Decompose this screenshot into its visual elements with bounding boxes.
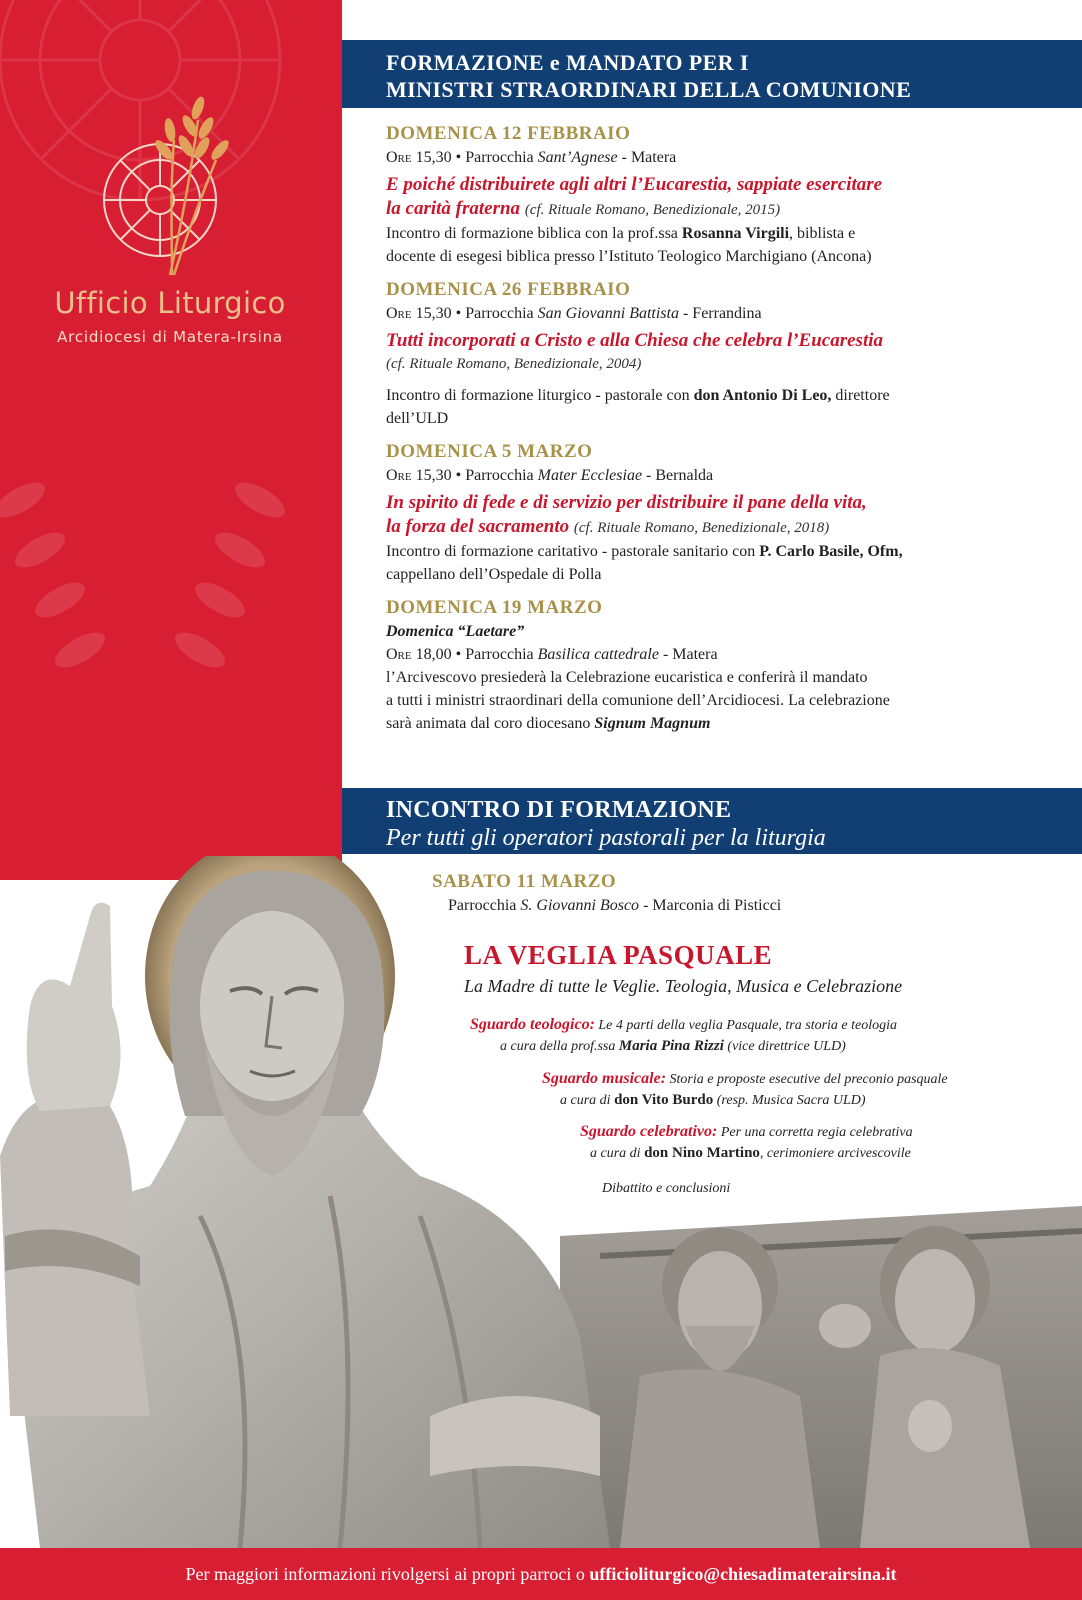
wheat-rosette-icon bbox=[90, 90, 250, 280]
event-19-marzo bbox=[386, 596, 1046, 735]
event-description: Incontro di formazione caritativo - pastorale sanitario con P. Carlo Basile, Ofm, cappellano dell’Ospedale di Polla bbox=[386, 543, 903, 583]
event-description: Incontro di formazione biblica con la prof.ssa Rosanna Virgili, biblista e docente di esegesi biblica presso l’Istituto Teologico Marchigiano (Ancona) bbox=[386, 225, 872, 265]
choir-name: Signum Magnum bbox=[594, 715, 711, 732]
event-time-place: Ore 15,30 • Parrocchia Mater Ecclesiae - Bernalda bbox=[386, 467, 714, 484]
event-theme: In spirito di fede e di servizio per distribuire il pane della vita, la forza del sacramento (cf. Rituale Romano, Benedizionale, 2018) bbox=[386, 492, 867, 537]
section2-event bbox=[432, 870, 1072, 917]
event-5-marzo bbox=[386, 440, 1046, 586]
events-list bbox=[386, 122, 1046, 745]
logo bbox=[20, 90, 320, 360]
event-day: DOMENICA 12 FEBBRAIO bbox=[386, 123, 631, 144]
section2-day: SABATO 11 MARZO bbox=[432, 871, 617, 892]
footer-email-link[interactable]: ufficioliturgico@chiesadimaterairsina.it bbox=[589, 1564, 897, 1584]
event-description: l’Arcivescovo presiederà la Celebrazione eucaristica e conferirà il mandato a tutti i ministri straordinari della comunione dell’Arcidiocesi. La celebrazione sarà animata dal coro diocesano Signum Magnum bbox=[386, 669, 890, 732]
section2-title: INCONTRO DI FORMAZIONE bbox=[386, 797, 732, 823]
event-theme: E poiché distribuirete agli altri l’Eucarestia, sappiate esercitare la carità fraterna (cf. Rituale Romano, Benedizionale, 2015) bbox=[386, 174, 883, 219]
event-12-febbraio bbox=[386, 122, 1046, 268]
event-time-place: Ore 15,30 • Parrocchia Sant’Agnese - Matera bbox=[386, 149, 677, 166]
event-day: DOMENICA 5 MARZO bbox=[386, 441, 593, 462]
section2-subtitle: Per tutti gli operatori pastorali per la liturgia bbox=[386, 825, 826, 851]
section2-place: Parrocchia S. Giovanni Bosco - Marconia di Pisticci bbox=[448, 897, 782, 914]
footer-text: Per maggiori informazioni rivolgersi ai propri parroci o bbox=[185, 1564, 585, 1584]
event-day: DOMENICA 26 FEBBRAIO bbox=[386, 279, 631, 300]
event-time-place: Ore 18,00 • Parrocchia Basilica cattedrale - Matera bbox=[386, 646, 718, 663]
veglia-subtitle: La Madre di tutte le Veglie. Teologia, Musica e Celebrazione bbox=[464, 976, 903, 996]
logo-title: Ufficio Liturgico bbox=[54, 286, 286, 320]
sguardo-celebrativo: Sguardo celebrativo: Per una corretta regia celebrativa a cura di don Nino Martino, cerimoniere arcivescovile bbox=[580, 1123, 913, 1161]
wheat-watermark-icon bbox=[0, 420, 342, 800]
event-day: DOMENICA 19 MARZO bbox=[386, 597, 603, 618]
speaker-name: P. Carlo Basile, Ofm, bbox=[759, 543, 903, 560]
section2-band bbox=[342, 788, 1082, 854]
header-line-1: FORMAZIONE e MANDATO PER I bbox=[386, 50, 749, 75]
event-theme: Tutti incorporati a Cristo e alla Chiesa che celebra l’Eucarestia bbox=[386, 330, 883, 351]
event-description: Incontro di formazione liturgico - pastorale con don Antonio Di Leo, direttore dell’ULD bbox=[386, 387, 890, 427]
event-26-febbraio bbox=[386, 278, 1046, 430]
header-line-2: MINISTRI STRAORDINARI DELLA COMUNIONE bbox=[386, 77, 912, 102]
event-subtitle: Domenica “Laetare” bbox=[386, 623, 525, 640]
event-reference: (cf. Rituale Romano, Benedizionale, 2004) bbox=[386, 356, 642, 372]
speaker-name: don Antonio Di Leo, bbox=[693, 387, 832, 404]
veglia-title: LA VEGLIA PASQUALE bbox=[464, 940, 773, 970]
closing-note: Dibattito e conclusioni bbox=[602, 1181, 731, 1196]
left-red-panel bbox=[0, 0, 342, 880]
header-band bbox=[342, 40, 1082, 108]
logo-subtitle: Arcidiocesi di Matera-Irsina bbox=[57, 328, 283, 346]
event-time-place: Ore 15,30 • Parrocchia San Giovanni Battista - Ferrandina bbox=[386, 305, 762, 322]
sguardo-musicale: Sguardo musicale: Storia e proposte esecutive del preconio pasquale a cura di don Vito Burdo (resp. Musica Sacra ULD) bbox=[542, 1070, 948, 1108]
footer bbox=[0, 1548, 1082, 1600]
speaker-name: Rosanna Virgili bbox=[681, 225, 790, 242]
sguardo-teologico: Sguardo teologico: Le 4 parti della veglia Pasquale, tra storia e teologia a cura della prof.ssa Maria Pina Rizzi (vice direttrice ULD) bbox=[470, 1016, 898, 1054]
